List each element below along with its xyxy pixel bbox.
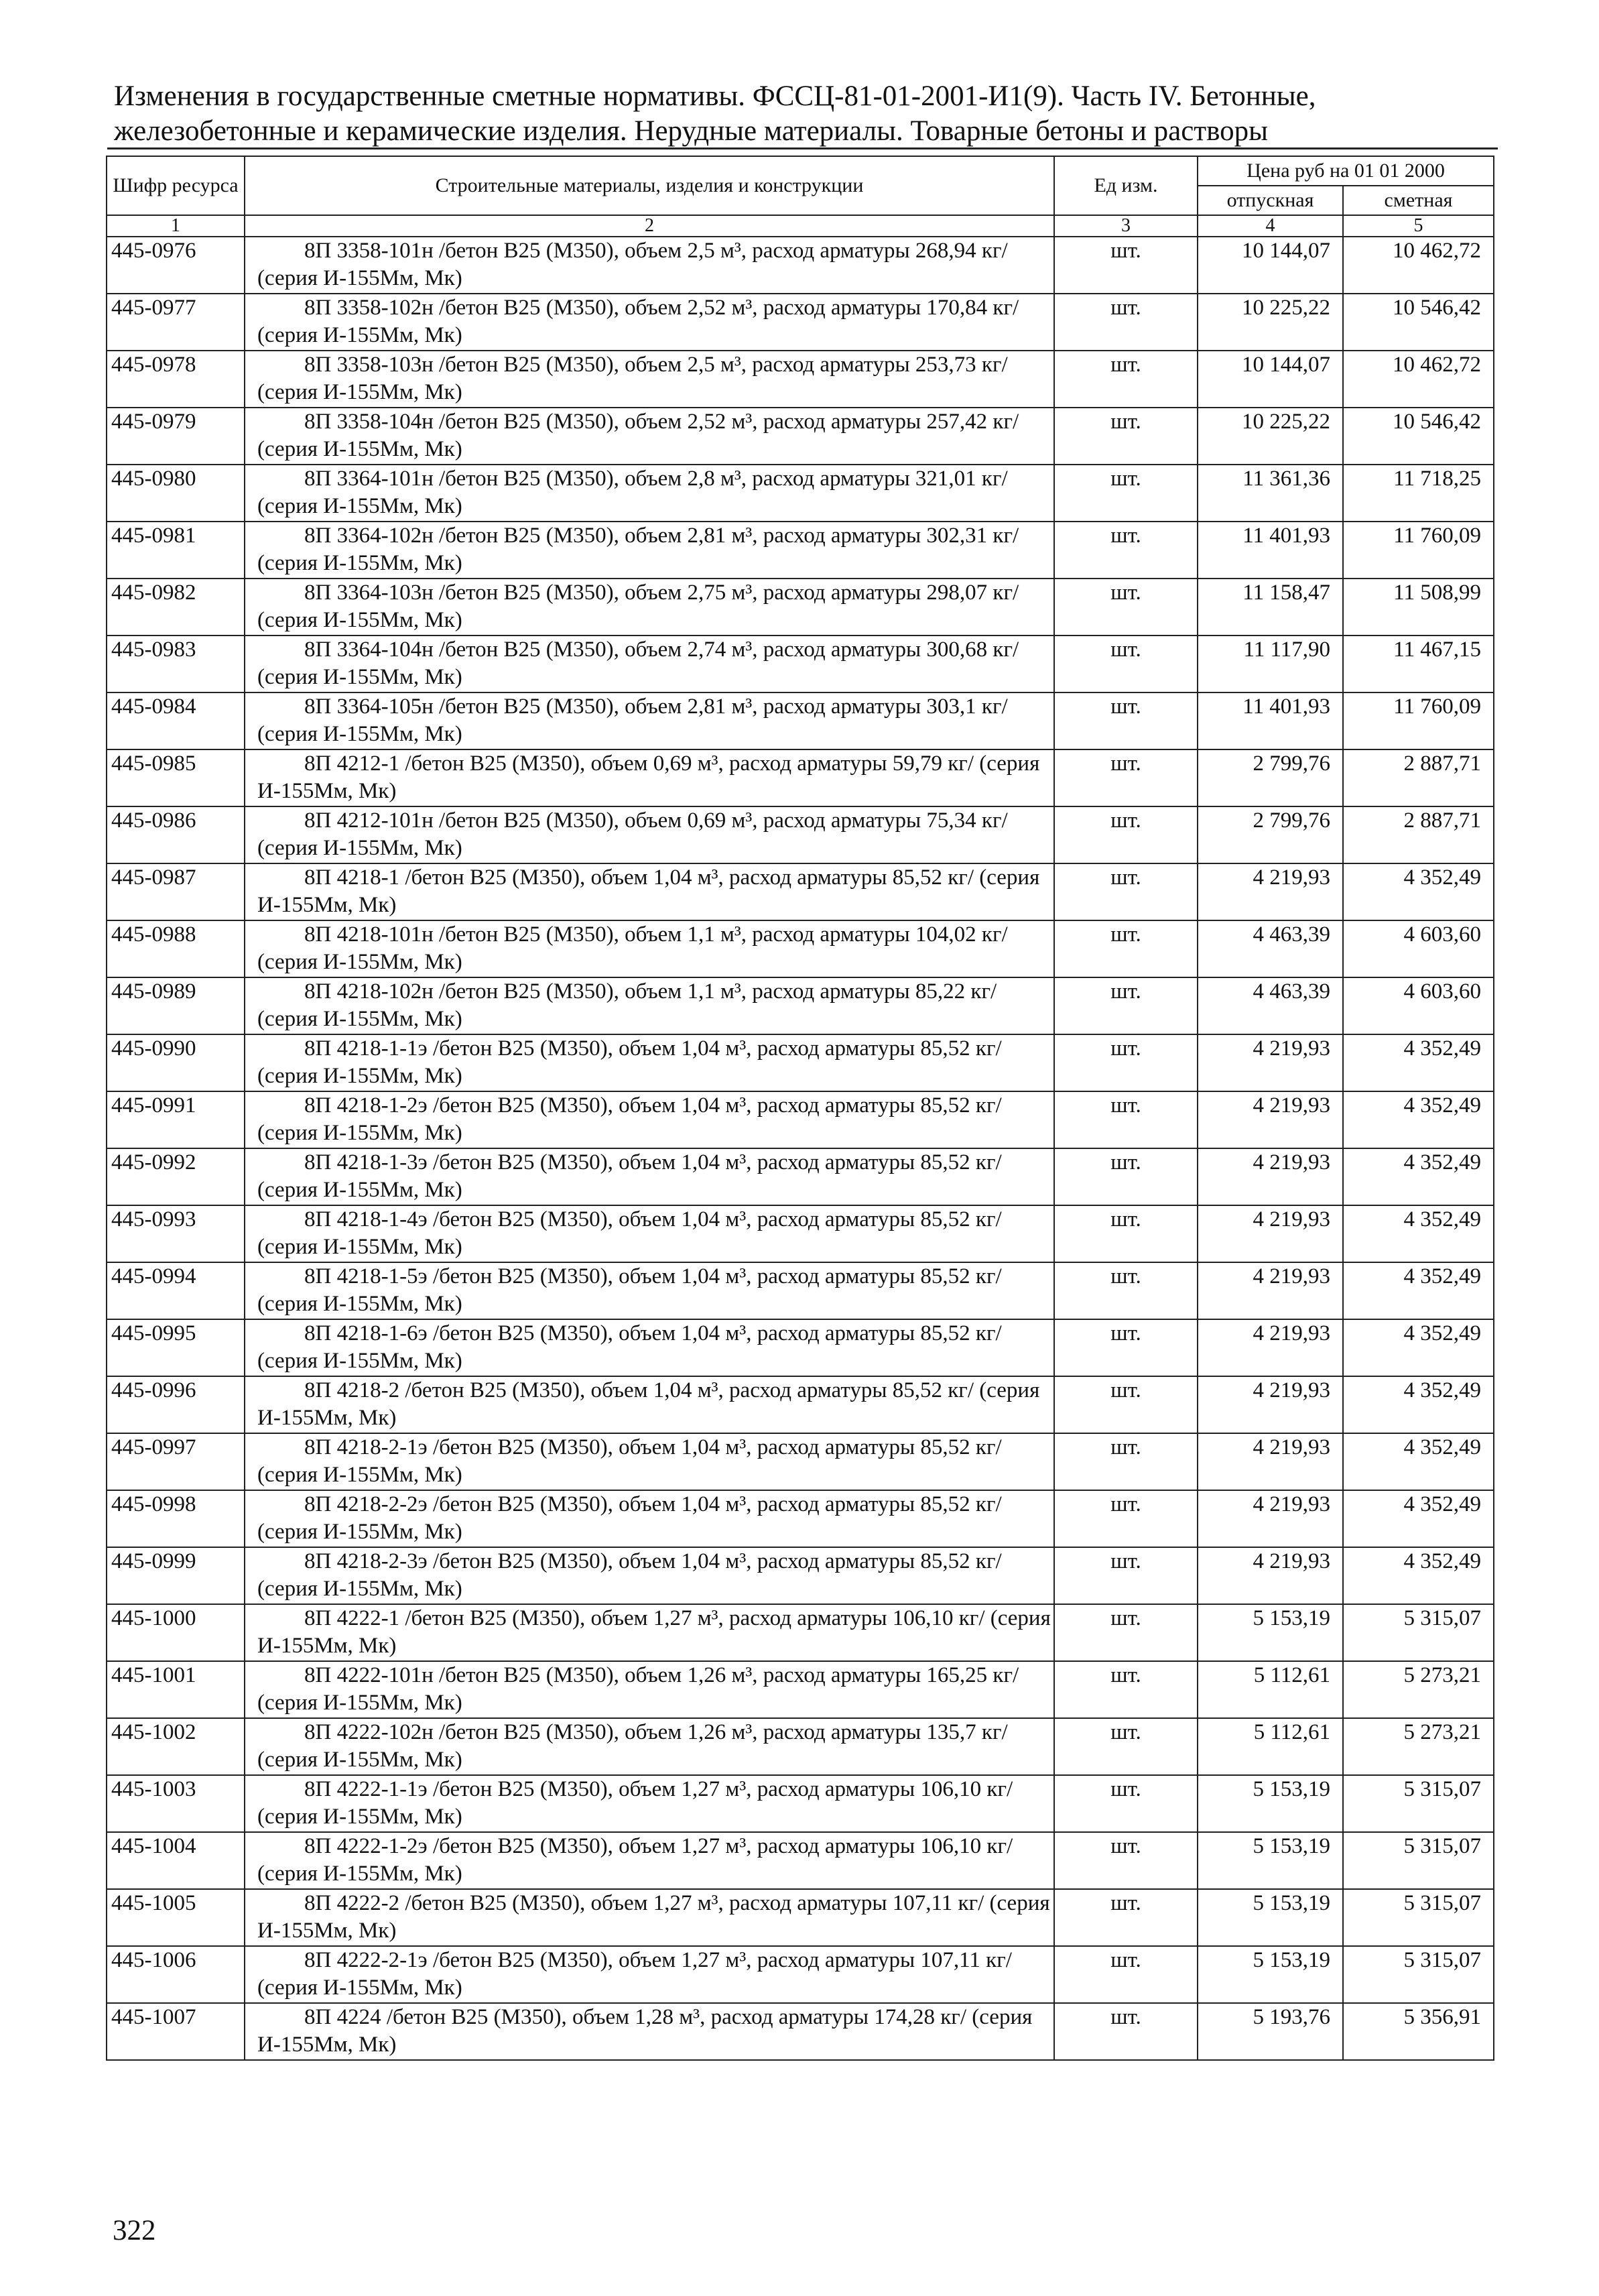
unit-of-measure: шт. bbox=[1054, 1262, 1198, 1319]
release-price: 5 153,19 bbox=[1198, 1946, 1343, 2003]
material-description bbox=[245, 1091, 1054, 1148]
table-row bbox=[107, 1262, 1494, 1319]
table-row bbox=[107, 1205, 1494, 1262]
material-description-text: 8П 4218-2 /бетон В25 (М350), объем 1,04 м³, расход арматуры 85,52 кг/ (серия И-155Мм, Мк) bbox=[257, 1378, 1040, 1430]
table-row bbox=[107, 749, 1494, 806]
material-description bbox=[245, 863, 1054, 920]
table-row bbox=[107, 465, 1494, 522]
estimate-price: 5 315,07 bbox=[1343, 1889, 1494, 1946]
unit-of-measure: шт. bbox=[1054, 408, 1198, 465]
unit-of-measure: шт. bbox=[1054, 1319, 1198, 1376]
release-price: 4 219,93 bbox=[1198, 1490, 1343, 1547]
material-description bbox=[245, 1205, 1054, 1262]
material-description-text: 8П 4218-1-5э /бетон В25 (М350), объем 1,04 м³, расход арматуры 85,52 кг/ (серия И-155Мм, Мк) bbox=[257, 1264, 1002, 1316]
table-row bbox=[107, 579, 1494, 636]
resource-code: 445-1005 bbox=[107, 1889, 245, 1946]
material-description bbox=[245, 920, 1054, 977]
header-code-label: Шифр ресурса bbox=[113, 174, 239, 196]
table-row bbox=[107, 1889, 1494, 1946]
price-table bbox=[106, 156, 1494, 2061]
release-price: 4 219,93 bbox=[1198, 1319, 1343, 1376]
material-description bbox=[245, 1490, 1054, 1547]
material-description bbox=[245, 1319, 1054, 1376]
material-description-text: 8П 3358-102н /бетон В25 (М350), объем 2,52 м³, расход арматуры 170,84 кг/ (серия И-155Мм, Мк) bbox=[257, 296, 1019, 347]
unit-of-measure: шт. bbox=[1054, 1205, 1198, 1262]
material-description bbox=[245, 522, 1054, 579]
resource-code: 445-0999 bbox=[107, 1547, 245, 1604]
material-description bbox=[245, 1604, 1054, 1661]
material-description bbox=[245, 1889, 1054, 1946]
material-description bbox=[245, 1775, 1054, 1832]
unit-of-measure: шт. bbox=[1054, 465, 1198, 522]
estimate-price: 5 356,91 bbox=[1343, 2003, 1494, 2060]
unit-of-measure: шт. bbox=[1054, 1091, 1198, 1148]
resource-code: 445-1003 bbox=[107, 1775, 245, 1832]
material-description-text: 8П 4218-1-6э /бетон В25 (М350), объем 1,04 м³, расход арматуры 85,52 кг/ (серия И-155Мм, Мк) bbox=[257, 1321, 1002, 1373]
table-row bbox=[107, 1376, 1494, 1433]
resource-code: 445-0985 bbox=[107, 749, 245, 806]
release-price: 5 112,61 bbox=[1198, 1718, 1343, 1775]
resource-code: 445-0980 bbox=[107, 465, 245, 522]
table-row bbox=[107, 977, 1494, 1034]
material-description bbox=[245, 408, 1054, 465]
table-row bbox=[107, 863, 1494, 920]
resource-code: 445-0994 bbox=[107, 1262, 245, 1319]
release-price: 4 219,93 bbox=[1198, 1376, 1343, 1433]
table-row bbox=[107, 806, 1494, 863]
estimate-price: 4 352,49 bbox=[1343, 1433, 1494, 1490]
unit-of-measure: шт. bbox=[1054, 1604, 1198, 1661]
material-description bbox=[245, 237, 1054, 294]
material-description bbox=[245, 1262, 1054, 1319]
table-row bbox=[107, 692, 1494, 749]
unit-of-measure: шт. bbox=[1054, 1433, 1198, 1490]
estimate-price: 10 546,42 bbox=[1343, 408, 1494, 465]
unit-of-measure: шт. bbox=[1054, 1832, 1198, 1889]
release-price: 4 219,93 bbox=[1198, 1433, 1343, 1490]
estimate-price: 11 718,25 bbox=[1343, 465, 1494, 522]
material-description bbox=[245, 1946, 1054, 2003]
estimate-price: 2 887,71 bbox=[1343, 749, 1494, 806]
material-description-text: 8П 3358-101н /бетон В25 (М350), объем 2,5 м³, расход арматуры 268,94 кг/ (серия И-155Мм, Мк) bbox=[257, 239, 1008, 290]
material-description-text: 8П 4222-1-2э /бетон В25 (М350), объем 1,27 м³, расход арматуры 106,10 кг/ (серия И-155Мм, Мк) bbox=[257, 1834, 1013, 1886]
material-description bbox=[245, 294, 1054, 351]
release-price: 11 401,93 bbox=[1198, 692, 1343, 749]
estimate-price: 4 352,49 bbox=[1343, 1490, 1494, 1547]
material-description-text: 8П 4224 /бетон В25 (М350), объем 1,28 м³, расход арматуры 174,28 кг/ (серия И-155Мм, Мк) bbox=[257, 2005, 1033, 2057]
resource-code: 445-0995 bbox=[107, 1319, 245, 1376]
release-price: 10 225,22 bbox=[1198, 408, 1343, 465]
material-description-text: 8П 4218-1-3э /бетон В25 (М350), объем 1,04 м³, расход арматуры 85,52 кг/ (серия И-155Мм, Мк) bbox=[257, 1150, 1002, 1202]
unit-of-measure: шт. bbox=[1054, 522, 1198, 579]
resource-code: 445-0978 bbox=[107, 351, 245, 408]
table-row bbox=[107, 408, 1494, 465]
material-description-text: 8П 4218-1-2э /бетон В25 (М350), объем 1,04 м³, расход арматуры 85,52 кг/ (серия И-155Мм, Мк) bbox=[257, 1093, 1002, 1145]
material-description-text: 8П 4218-1-4э /бетон В25 (М350), объем 1,04 м³, расход арматуры 85,52 кг/ (серия И-155Мм, Мк) bbox=[257, 1207, 1002, 1259]
estimate-price: 4 352,49 bbox=[1343, 1262, 1494, 1319]
material-description-text: 8П 4218-1-1э /бетон В25 (М350), объем 1,04 м³, расход арматуры 85,52 кг/ (серия И-155Мм, Мк) bbox=[257, 1036, 1002, 1088]
estimate-price: 4 352,49 bbox=[1343, 1148, 1494, 1205]
unit-of-measure: шт. bbox=[1054, 806, 1198, 863]
unit-of-measure: шт. bbox=[1054, 977, 1198, 1034]
material-description-text: 8П 3358-103н /бетон В25 (М350), объем 2,5 м³, расход арматуры 253,73 кг/ (серия И-155Мм, Мк) bbox=[257, 353, 1008, 404]
release-price: 2 799,76 bbox=[1198, 749, 1343, 806]
release-price: 10 144,07 bbox=[1198, 237, 1343, 294]
resource-code: 445-1000 bbox=[107, 1604, 245, 1661]
estimate-price: 4 352,49 bbox=[1343, 1319, 1494, 1376]
estimate-price: 11 467,15 bbox=[1343, 636, 1494, 692]
resource-code: 445-0982 bbox=[107, 579, 245, 636]
material-description-text: 8П 4222-102н /бетон В25 (М350), объем 1,26 м³, расход арматуры 135,7 кг/ (серия И-155Мм, Мк) bbox=[257, 1720, 1008, 1772]
release-price: 4 219,93 bbox=[1198, 1205, 1343, 1262]
resource-code: 445-1007 bbox=[107, 2003, 245, 2060]
unit-of-measure: шт. bbox=[1054, 1034, 1198, 1091]
resource-code: 445-0986 bbox=[107, 806, 245, 863]
estimate-price: 5 315,07 bbox=[1343, 1775, 1494, 1832]
estimate-price: 5 315,07 bbox=[1343, 1946, 1494, 2003]
estimate-price: 11 760,09 bbox=[1343, 522, 1494, 579]
material-description-text: 8П 4222-1 /бетон В25 (М350), объем 1,27 м³, расход арматуры 106,10 кг/ (серия И-155Мм, Мк) bbox=[257, 1606, 1051, 1658]
table-row bbox=[107, 237, 1494, 294]
release-price: 4 219,93 bbox=[1198, 1547, 1343, 1604]
resource-code: 445-0983 bbox=[107, 636, 245, 692]
table-row bbox=[107, 1433, 1494, 1490]
resource-code: 445-0990 bbox=[107, 1034, 245, 1091]
resource-code: 445-0987 bbox=[107, 863, 245, 920]
material-description bbox=[245, 1034, 1054, 1091]
material-description bbox=[245, 1718, 1054, 1775]
column-number: 3 bbox=[1054, 215, 1198, 237]
table-row bbox=[107, 1832, 1494, 1889]
header-name-label: Строительные материалы, изделия и конструкции bbox=[435, 174, 864, 196]
unit-of-measure: шт. bbox=[1054, 1490, 1198, 1547]
estimate-price: 5 273,21 bbox=[1343, 1718, 1494, 1775]
resource-code: 445-0981 bbox=[107, 522, 245, 579]
estimate-price: 10 462,72 bbox=[1343, 237, 1494, 294]
table-row bbox=[107, 522, 1494, 579]
estimate-price: 4 352,49 bbox=[1343, 1376, 1494, 1433]
unit-of-measure: шт. bbox=[1054, 1148, 1198, 1205]
release-price: 4 463,39 bbox=[1198, 920, 1343, 977]
table-row bbox=[107, 1490, 1494, 1547]
table-row bbox=[107, 1718, 1494, 1775]
estimate-price: 5 315,07 bbox=[1343, 1604, 1494, 1661]
column-number: 2 bbox=[245, 215, 1054, 237]
material-description bbox=[245, 2003, 1054, 2060]
estimate-price: 4 352,49 bbox=[1343, 1547, 1494, 1604]
estimate-price: 11 508,99 bbox=[1343, 579, 1494, 636]
header-unit-label: Ед изм. bbox=[1094, 174, 1158, 196]
page-header-title: Изменения в государственные сметные нормативы. ФССЦ-81-01-2001-И1(9). Часть IV. Бетонные, железобетонные и керамические изделия. Нерудные материалы. Товарные бетоны и растворы bbox=[114, 80, 1316, 147]
header-divider bbox=[107, 147, 1498, 149]
table-row bbox=[107, 1775, 1494, 1832]
material-description-text: 8П 4218-2-1э /бетон В25 (М350), объем 1,04 м³, расход арматуры 85,52 кг/ (серия И-155Мм, Мк) bbox=[257, 1435, 1002, 1487]
release-price: 4 219,93 bbox=[1198, 1148, 1343, 1205]
table-row bbox=[107, 294, 1494, 351]
material-description-text: 8П 3364-102н /бетон В25 (М350), объем 2,81 м³, расход арматуры 302,31 кг/ (серия И-155Мм, Мк) bbox=[257, 524, 1019, 575]
material-description bbox=[245, 636, 1054, 692]
table-row bbox=[107, 1661, 1494, 1718]
material-description bbox=[245, 749, 1054, 806]
release-price: 10 144,07 bbox=[1198, 351, 1343, 408]
estimate-price: 4 352,49 bbox=[1343, 1205, 1494, 1262]
column-number: 4 bbox=[1198, 215, 1343, 237]
release-price: 4 219,93 bbox=[1198, 1034, 1343, 1091]
table-row bbox=[107, 1547, 1494, 1604]
resource-code: 445-0992 bbox=[107, 1148, 245, 1205]
resource-code: 445-0984 bbox=[107, 692, 245, 749]
header-name bbox=[245, 156, 1054, 215]
column-number: 5 bbox=[1343, 215, 1494, 237]
unit-of-measure: шт. bbox=[1054, 1547, 1198, 1604]
column-number: 1 bbox=[107, 215, 245, 237]
estimate-price: 2 887,71 bbox=[1343, 806, 1494, 863]
material-description-text: 8П 4222-2-1э /бетон В25 (М350), объем 1,27 м³, расход арматуры 107,11 кг/ (серия И-155Мм, Мк) bbox=[257, 1948, 1012, 2000]
table-row bbox=[107, 920, 1494, 977]
unit-of-measure: шт. bbox=[1054, 579, 1198, 636]
material-description bbox=[245, 1547, 1054, 1604]
unit-of-measure: шт. bbox=[1054, 1718, 1198, 1775]
unit-of-measure: шт. bbox=[1054, 1946, 1198, 2003]
table-row bbox=[107, 1148, 1494, 1205]
release-price: 5 153,19 bbox=[1198, 1604, 1343, 1661]
material-description bbox=[245, 692, 1054, 749]
release-price: 4 219,93 bbox=[1198, 1262, 1343, 1319]
table-row bbox=[107, 1319, 1494, 1376]
unit-of-measure: шт. bbox=[1054, 1775, 1198, 1832]
estimate-price: 4 603,60 bbox=[1343, 977, 1494, 1034]
material-description-text: 8П 3364-105н /бетон В25 (М350), объем 2,81 м³, расход арматуры 303,1 кг/ (серия И-155Мм, Мк) bbox=[257, 694, 1008, 746]
material-description bbox=[245, 1661, 1054, 1718]
header-code bbox=[107, 156, 245, 215]
material-description bbox=[245, 1832, 1054, 1889]
resource-code: 445-1001 bbox=[107, 1661, 245, 1718]
release-price: 5 112,61 bbox=[1198, 1661, 1343, 1718]
unit-of-measure: шт. bbox=[1054, 294, 1198, 351]
release-price: 5 153,19 bbox=[1198, 1889, 1343, 1946]
resource-code: 445-0996 bbox=[107, 1376, 245, 1433]
unit-of-measure: шт. bbox=[1054, 1661, 1198, 1718]
unit-of-measure: шт. bbox=[1054, 863, 1198, 920]
material-description-text: 8П 4222-101н /бетон В25 (М350), объем 1,26 м³, расход арматуры 165,25 кг/ (серия И-155Мм, Мк) bbox=[257, 1663, 1019, 1715]
material-description bbox=[245, 1376, 1054, 1433]
release-price: 2 799,76 bbox=[1198, 806, 1343, 863]
resource-code: 445-0998 bbox=[107, 1490, 245, 1547]
release-price: 11 361,36 bbox=[1198, 465, 1343, 522]
table-body bbox=[107, 237, 1494, 2060]
material-description bbox=[245, 806, 1054, 863]
table-row bbox=[107, 636, 1494, 692]
resource-code: 445-0993 bbox=[107, 1205, 245, 1262]
header-price-group bbox=[1198, 156, 1494, 186]
estimate-price: 4 352,49 bbox=[1343, 1034, 1494, 1091]
estimate-price: 4 352,49 bbox=[1343, 1091, 1494, 1148]
resource-code: 445-0977 bbox=[107, 294, 245, 351]
material-description-text: 8П 4212-101н /бетон В25 (М350), объем 0,69 м³, расход арматуры 75,34 кг/ (серия И-155Мм, Мк) bbox=[257, 808, 1008, 860]
table-row bbox=[107, 2003, 1494, 2060]
table-row bbox=[107, 1091, 1494, 1148]
material-description bbox=[245, 465, 1054, 522]
resource-code: 445-0991 bbox=[107, 1091, 245, 1148]
release-price: 4 219,93 bbox=[1198, 863, 1343, 920]
resource-code: 445-0979 bbox=[107, 408, 245, 465]
unit-of-measure: шт. bbox=[1054, 920, 1198, 977]
material-description-text: 8П 4212-1 /бетон В25 (М350), объем 0,69 м³, расход арматуры 59,79 кг/ (серия И-155Мм, Мк) bbox=[257, 751, 1040, 803]
header-unit bbox=[1054, 156, 1198, 215]
estimate-price: 4 603,60 bbox=[1343, 920, 1494, 977]
unit-of-measure: шт. bbox=[1054, 351, 1198, 408]
unit-of-measure: шт. bbox=[1054, 237, 1198, 294]
material-description bbox=[245, 351, 1054, 408]
release-price: 4 463,39 bbox=[1198, 977, 1343, 1034]
release-price: 11 158,47 bbox=[1198, 579, 1343, 636]
resource-code: 445-0989 bbox=[107, 977, 245, 1034]
material-description bbox=[245, 1148, 1054, 1205]
unit-of-measure: шт. bbox=[1054, 749, 1198, 806]
release-price: 5 193,76 bbox=[1198, 2003, 1343, 2060]
resource-code: 445-1004 bbox=[107, 1832, 245, 1889]
material-description-text: 8П 3358-104н /бетон В25 (М350), объем 2,52 м³, расход арматуры 257,42 кг/ (серия И-155Мм, Мк) bbox=[257, 410, 1019, 461]
release-price: 5 153,19 bbox=[1198, 1775, 1343, 1832]
release-price: 4 219,93 bbox=[1198, 1091, 1343, 1148]
material-description bbox=[245, 977, 1054, 1034]
estimate-price: 4 352,49 bbox=[1343, 863, 1494, 920]
material-description-text: 8П 4218-101н /бетон В25 (М350), объем 1,1 м³, расход арматуры 104,02 кг/ (серия И-155Мм, Мк) bbox=[257, 922, 1008, 974]
table-row bbox=[107, 1034, 1494, 1091]
estimate-price: 10 546,42 bbox=[1343, 294, 1494, 351]
unit-of-measure: шт. bbox=[1054, 1376, 1198, 1433]
material-description bbox=[245, 579, 1054, 636]
resource-code: 445-0997 bbox=[107, 1433, 245, 1490]
unit-of-measure: шт. bbox=[1054, 692, 1198, 749]
unit-of-measure: шт. bbox=[1054, 2003, 1198, 2060]
material-description bbox=[245, 1433, 1054, 1490]
material-description-text: 8П 3364-101н /бетон В25 (М350), объем 2,8 м³, расход арматуры 321,01 кг/ (серия И-155Мм, Мк) bbox=[257, 467, 1008, 518]
header-price-release: отпускная bbox=[1198, 186, 1343, 215]
header-price-estimate: сметная bbox=[1343, 186, 1494, 215]
estimate-price: 10 462,72 bbox=[1343, 351, 1494, 408]
material-description-text: 8П 4218-2-3э /бетон В25 (М350), объем 1,04 м³, расход арматуры 85,52 кг/ (серия И-155Мм, Мк) bbox=[257, 1549, 1002, 1601]
table-row bbox=[107, 1946, 1494, 2003]
unit-of-measure: шт. bbox=[1054, 636, 1198, 692]
release-price: 11 117,90 bbox=[1198, 636, 1343, 692]
table-row bbox=[107, 351, 1494, 408]
table-row bbox=[107, 1604, 1494, 1661]
header-price-group-label: Цена руб на 01 01 2000 bbox=[1246, 160, 1445, 182]
estimate-price: 11 760,09 bbox=[1343, 692, 1494, 749]
material-description-text: 8П 3364-103н /бетон В25 (М350), объем 2,75 м³, расход арматуры 298,07 кг/ (серия И-155Мм, Мк) bbox=[257, 581, 1019, 632]
material-description-text: 8П 4222-1-1э /бетон В25 (М350), объем 1,27 м³, расход арматуры 106,10 кг/ (серия И-155Мм, Мк) bbox=[257, 1777, 1013, 1829]
resource-code: 445-1006 bbox=[107, 1946, 245, 2003]
page-number: 322 bbox=[113, 2215, 156, 2246]
material-description-text: 8П 4218-102н /бетон В25 (М350), объем 1,1 м³, расход арматуры 85,22 кг/ (серия И-155Мм, Мк) bbox=[257, 979, 997, 1031]
resource-code: 445-0988 bbox=[107, 920, 245, 977]
material-description-text: 8П 4218-1 /бетон В25 (М350), объем 1,04 м³, расход арматуры 85,52 кг/ (серия И-155Мм, Мк) bbox=[257, 865, 1040, 917]
release-price: 11 401,93 bbox=[1198, 522, 1343, 579]
estimate-price: 5 315,07 bbox=[1343, 1832, 1494, 1889]
resource-code: 445-0976 bbox=[107, 237, 245, 294]
material-description-text: 8П 4222-2 /бетон В25 (М350), объем 1,27 м³, расход арматуры 107,11 кг/ (серия И-155Мм, Мк) bbox=[257, 1891, 1050, 1943]
material-description-text: 8П 4218-2-2э /бетон В25 (М350), объем 1,04 м³, расход арматуры 85,52 кг/ (серия И-155Мм, Мк) bbox=[257, 1492, 1002, 1544]
estimate-price: 5 273,21 bbox=[1343, 1661, 1494, 1718]
release-price: 10 225,22 bbox=[1198, 294, 1343, 351]
unit-of-measure: шт. bbox=[1054, 1889, 1198, 1946]
resource-code: 445-1002 bbox=[107, 1718, 245, 1775]
material-description-text: 8П 3364-104н /бетон В25 (М350), объем 2,74 м³, расход арматуры 300,68 кг/ (серия И-155Мм, Мк) bbox=[257, 638, 1019, 689]
release-price: 5 153,19 bbox=[1198, 1832, 1343, 1889]
